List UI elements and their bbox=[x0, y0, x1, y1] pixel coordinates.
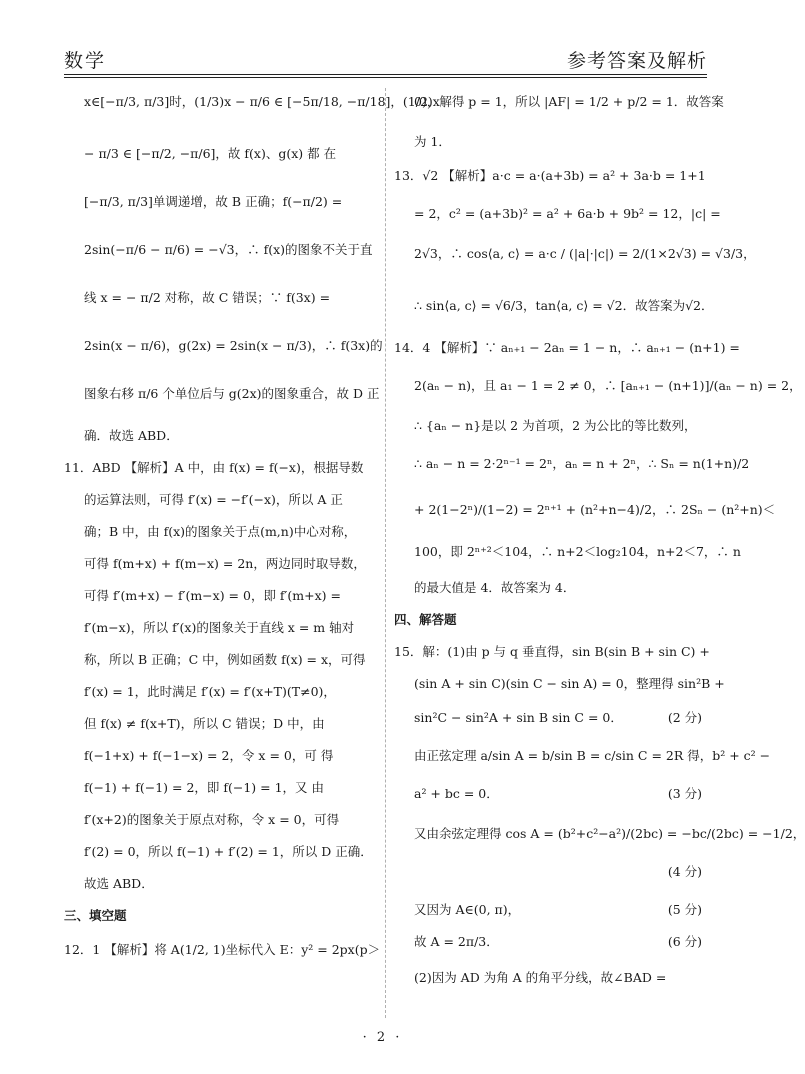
score-mark: (6 分) bbox=[667, 934, 702, 949]
line-text: 确．故选 ABD． bbox=[84, 428, 179, 443]
text-line bbox=[64, 874, 372, 894]
text-line bbox=[394, 708, 702, 728]
text-line bbox=[394, 500, 776, 520]
line-text: 但 f(x) ≠ f(x+T)，所以 C 错误；D 中，由 bbox=[84, 716, 325, 731]
line-text: f′(x) = 1，此时满足 f′(x) = f′(x+T)(T≠0)， bbox=[84, 684, 336, 699]
line-text: 图象右移 π/6 个单位后与 g(2x)的图象重合，故 D 正 bbox=[84, 386, 380, 401]
text-line bbox=[64, 336, 383, 356]
line-text: 可得 f(m+x) + f(m−x) = 2n，两边同时取导数， bbox=[84, 556, 366, 571]
line-text: sin²C − sin²A + sin B sin C = 0． bbox=[414, 710, 623, 725]
score-mark: (4 分) bbox=[667, 864, 702, 879]
line-text: f(−1) + f(−1) = 2，即 f(−1) = 1，又 由 bbox=[84, 780, 325, 795]
line-text: a² + bc = 0． bbox=[414, 786, 499, 801]
text-line bbox=[394, 166, 706, 186]
text-line bbox=[394, 376, 802, 396]
line-text: [−π/3, π/3]单调递增，故 B 正确；f(−π/2) = bbox=[84, 194, 343, 209]
line-text: f′(2) = 0，所以 f(−1) + f′(2) = 1，所以 D 正确． bbox=[84, 844, 373, 859]
text-line bbox=[64, 778, 372, 798]
text-line bbox=[394, 454, 750, 474]
score-mark: (5 分) bbox=[667, 902, 702, 917]
text-line bbox=[394, 338, 740, 358]
line-text: 又由余弦定理得 cos A = (b²+c²−a²)/(2bc) = −bc/(2bc) = −1/2， bbox=[414, 826, 805, 841]
line-text: 可得 f′(m+x) − f′(m−x) = 0，即 f′(m+x) = bbox=[84, 588, 341, 603]
text-line bbox=[64, 746, 372, 766]
line-text: 的运算法则，可得 f′(x) = −f′(−x)，所以 A 正 bbox=[84, 492, 343, 507]
text-line bbox=[394, 642, 710, 662]
section-heading bbox=[64, 906, 372, 926]
text-line bbox=[394, 244, 756, 264]
text-line bbox=[394, 674, 725, 694]
text-line bbox=[394, 132, 702, 152]
text-line bbox=[64, 240, 372, 260]
section-heading bbox=[394, 610, 702, 630]
text-line bbox=[64, 650, 372, 670]
line-text: 14．4 【解析】∵ aₙ₊₁ − 2aₙ = 1 − n，∴ aₙ₊₁ − (n+1) = bbox=[394, 340, 740, 355]
text-line bbox=[394, 900, 702, 920]
subject-title: 数学 bbox=[64, 50, 107, 72]
text-line bbox=[64, 618, 372, 638]
text-line bbox=[64, 842, 372, 862]
text-line bbox=[394, 542, 741, 562]
text-line bbox=[64, 92, 440, 112]
line-text: 13．√2 【解析】a·c = a·(a+3b) = a² + 3a·b = 1+1 bbox=[394, 168, 706, 183]
line-text: 100，即 2ⁿ⁺²＜104，∴ n+2＜log₂104，n+2＜7，∴ n bbox=[414, 544, 741, 559]
text-line bbox=[64, 144, 372, 164]
line-text: 2√3，∴ cos⟨a, c⟩ = a·c / (|a|·|c|) = 2/(1×2√3) = √3/3， bbox=[414, 246, 756, 261]
line-text: 0)，解得 p = 1，所以 |AF| = 1/2 + p/2 = 1．故答案 bbox=[414, 94, 724, 109]
line-text: f′(m−x)，所以 f′(x)的图象关于直线 x = m 轴对 bbox=[84, 620, 355, 635]
text-line bbox=[394, 296, 714, 316]
text-line bbox=[394, 746, 771, 766]
line-text: = 2，c² = (a+3b)² = a² + 6a·b + 9b² = 12，|c| = bbox=[414, 206, 721, 221]
text-line bbox=[394, 204, 721, 224]
text-line bbox=[64, 426, 372, 446]
text-line bbox=[64, 586, 372, 606]
line-text: 确；B 中，由 f(x)的图象关于点(m,n)中心对称， bbox=[84, 524, 357, 539]
text-line bbox=[64, 810, 372, 830]
text-line bbox=[64, 490, 372, 510]
line-text: 2sin(x − π/6)，g(2x) = 2sin(x − π/3)，∴ f(3x)的 bbox=[84, 338, 383, 353]
line-text: − π/3 ∈ [−π/2, −π/6]，故 f(x)、g(x) 都 在 bbox=[84, 146, 337, 161]
line-text: 2sin(−π/6 − π/6) = −√3，∴ f(x)的图象不关于直 bbox=[84, 242, 373, 257]
text-line bbox=[394, 92, 724, 112]
line-text: ∴ aₙ − n = 2·2ⁿ⁻¹ = 2ⁿ，aₙ = n + 2ⁿ，∴ Sₙ = n(1+n)/2 bbox=[414, 456, 750, 471]
text-line bbox=[64, 288, 372, 308]
line-text: 线 x = − π/2 对称，故 C 错误；∵ f(3x) = bbox=[84, 290, 331, 305]
page-number: · 2 · bbox=[362, 1030, 403, 1045]
score-mark: (2 分) bbox=[667, 710, 702, 725]
text-line bbox=[64, 384, 380, 404]
text-line bbox=[64, 940, 381, 960]
line-text: 又因为 A∈(0, π)， bbox=[414, 902, 521, 917]
column-divider bbox=[385, 88, 386, 1018]
line-text: 称，所以 B 正确；C 中，例如函数 f(x) = x，可得 bbox=[84, 652, 366, 667]
line-text: 四、解答题 bbox=[394, 612, 457, 627]
score-mark: (3 分) bbox=[667, 786, 702, 801]
text-line bbox=[394, 578, 702, 598]
line-text: 2(aₙ − n)，且 a₁ − 1 = 2 ≠ 0，∴ [aₙ₊₁ − (n+1)]/(aₙ − n) = 2， bbox=[414, 378, 802, 393]
line-text: (2)因为 AD 为角 A 的角平分线，故∠BAD = bbox=[414, 970, 667, 985]
text-line bbox=[394, 416, 702, 436]
text-line bbox=[394, 824, 805, 844]
text-line bbox=[64, 458, 372, 478]
text-line bbox=[394, 968, 702, 988]
line-text: 为 1． bbox=[414, 134, 451, 149]
line-text: ∴ sin⟨a, c⟩ = √6/3，tan⟨a, c⟩ = √2．故答案为√2． bbox=[414, 298, 714, 313]
text-line bbox=[64, 192, 372, 212]
page-header bbox=[64, 42, 707, 75]
line-text: 三、填空题 bbox=[64, 908, 127, 923]
line-text: 故 A = 2π/3． bbox=[414, 934, 499, 949]
line-text: f′(x+2)的图象关于原点对称，令 x = 0，可得 bbox=[84, 812, 340, 827]
text-line bbox=[64, 554, 372, 574]
text-line bbox=[64, 682, 372, 702]
text-line bbox=[394, 784, 702, 804]
line-text: f(−1+x) + f(−1−x) = 2，令 x = 0，可 得 bbox=[84, 748, 334, 763]
text-line bbox=[64, 714, 372, 734]
line-text: x∈[−π/3, π/3]时，(1/3)x − π/6 ∈ [−5π/18, −π/18]，(1/2)x bbox=[84, 94, 440, 109]
line-text: 的最大值是 4．故答案为 4． bbox=[414, 580, 576, 595]
line-text: 12．1 【解析】将 A(1/2, 1)坐标代入 E：y² = 2px(p＞ bbox=[64, 942, 381, 957]
line-text: 由正弦定理 a/sin A = b/sin B = c/sin C = 2R 得，b² + c² − bbox=[414, 748, 771, 763]
line-text: 故选 ABD． bbox=[84, 876, 154, 891]
text-line bbox=[394, 932, 702, 952]
line-text: 11．ABD 【解析】A 中，由 f(x) = f(−x)，根据导数 bbox=[64, 460, 364, 475]
line-text: (sin A + sin C)(sin C − sin A) = 0，整理得 sin²B + bbox=[414, 676, 725, 691]
line-text: 15．解：(1)由 p 与 q 垂直得，sin B(sin B + sin C) + bbox=[394, 644, 710, 659]
document-title: 参考答案及解析 bbox=[566, 50, 707, 72]
text-line bbox=[64, 522, 372, 542]
line-text: + 2(1−2ⁿ)/(1−2) = 2ⁿ⁺¹ + (n²+n−4)/2，∴ 2Sₙ − (n²+n)＜ bbox=[414, 502, 776, 517]
line-text: ∴ {aₙ − n}是以 2 为首项，2 为公比的等比数列， bbox=[414, 418, 697, 433]
